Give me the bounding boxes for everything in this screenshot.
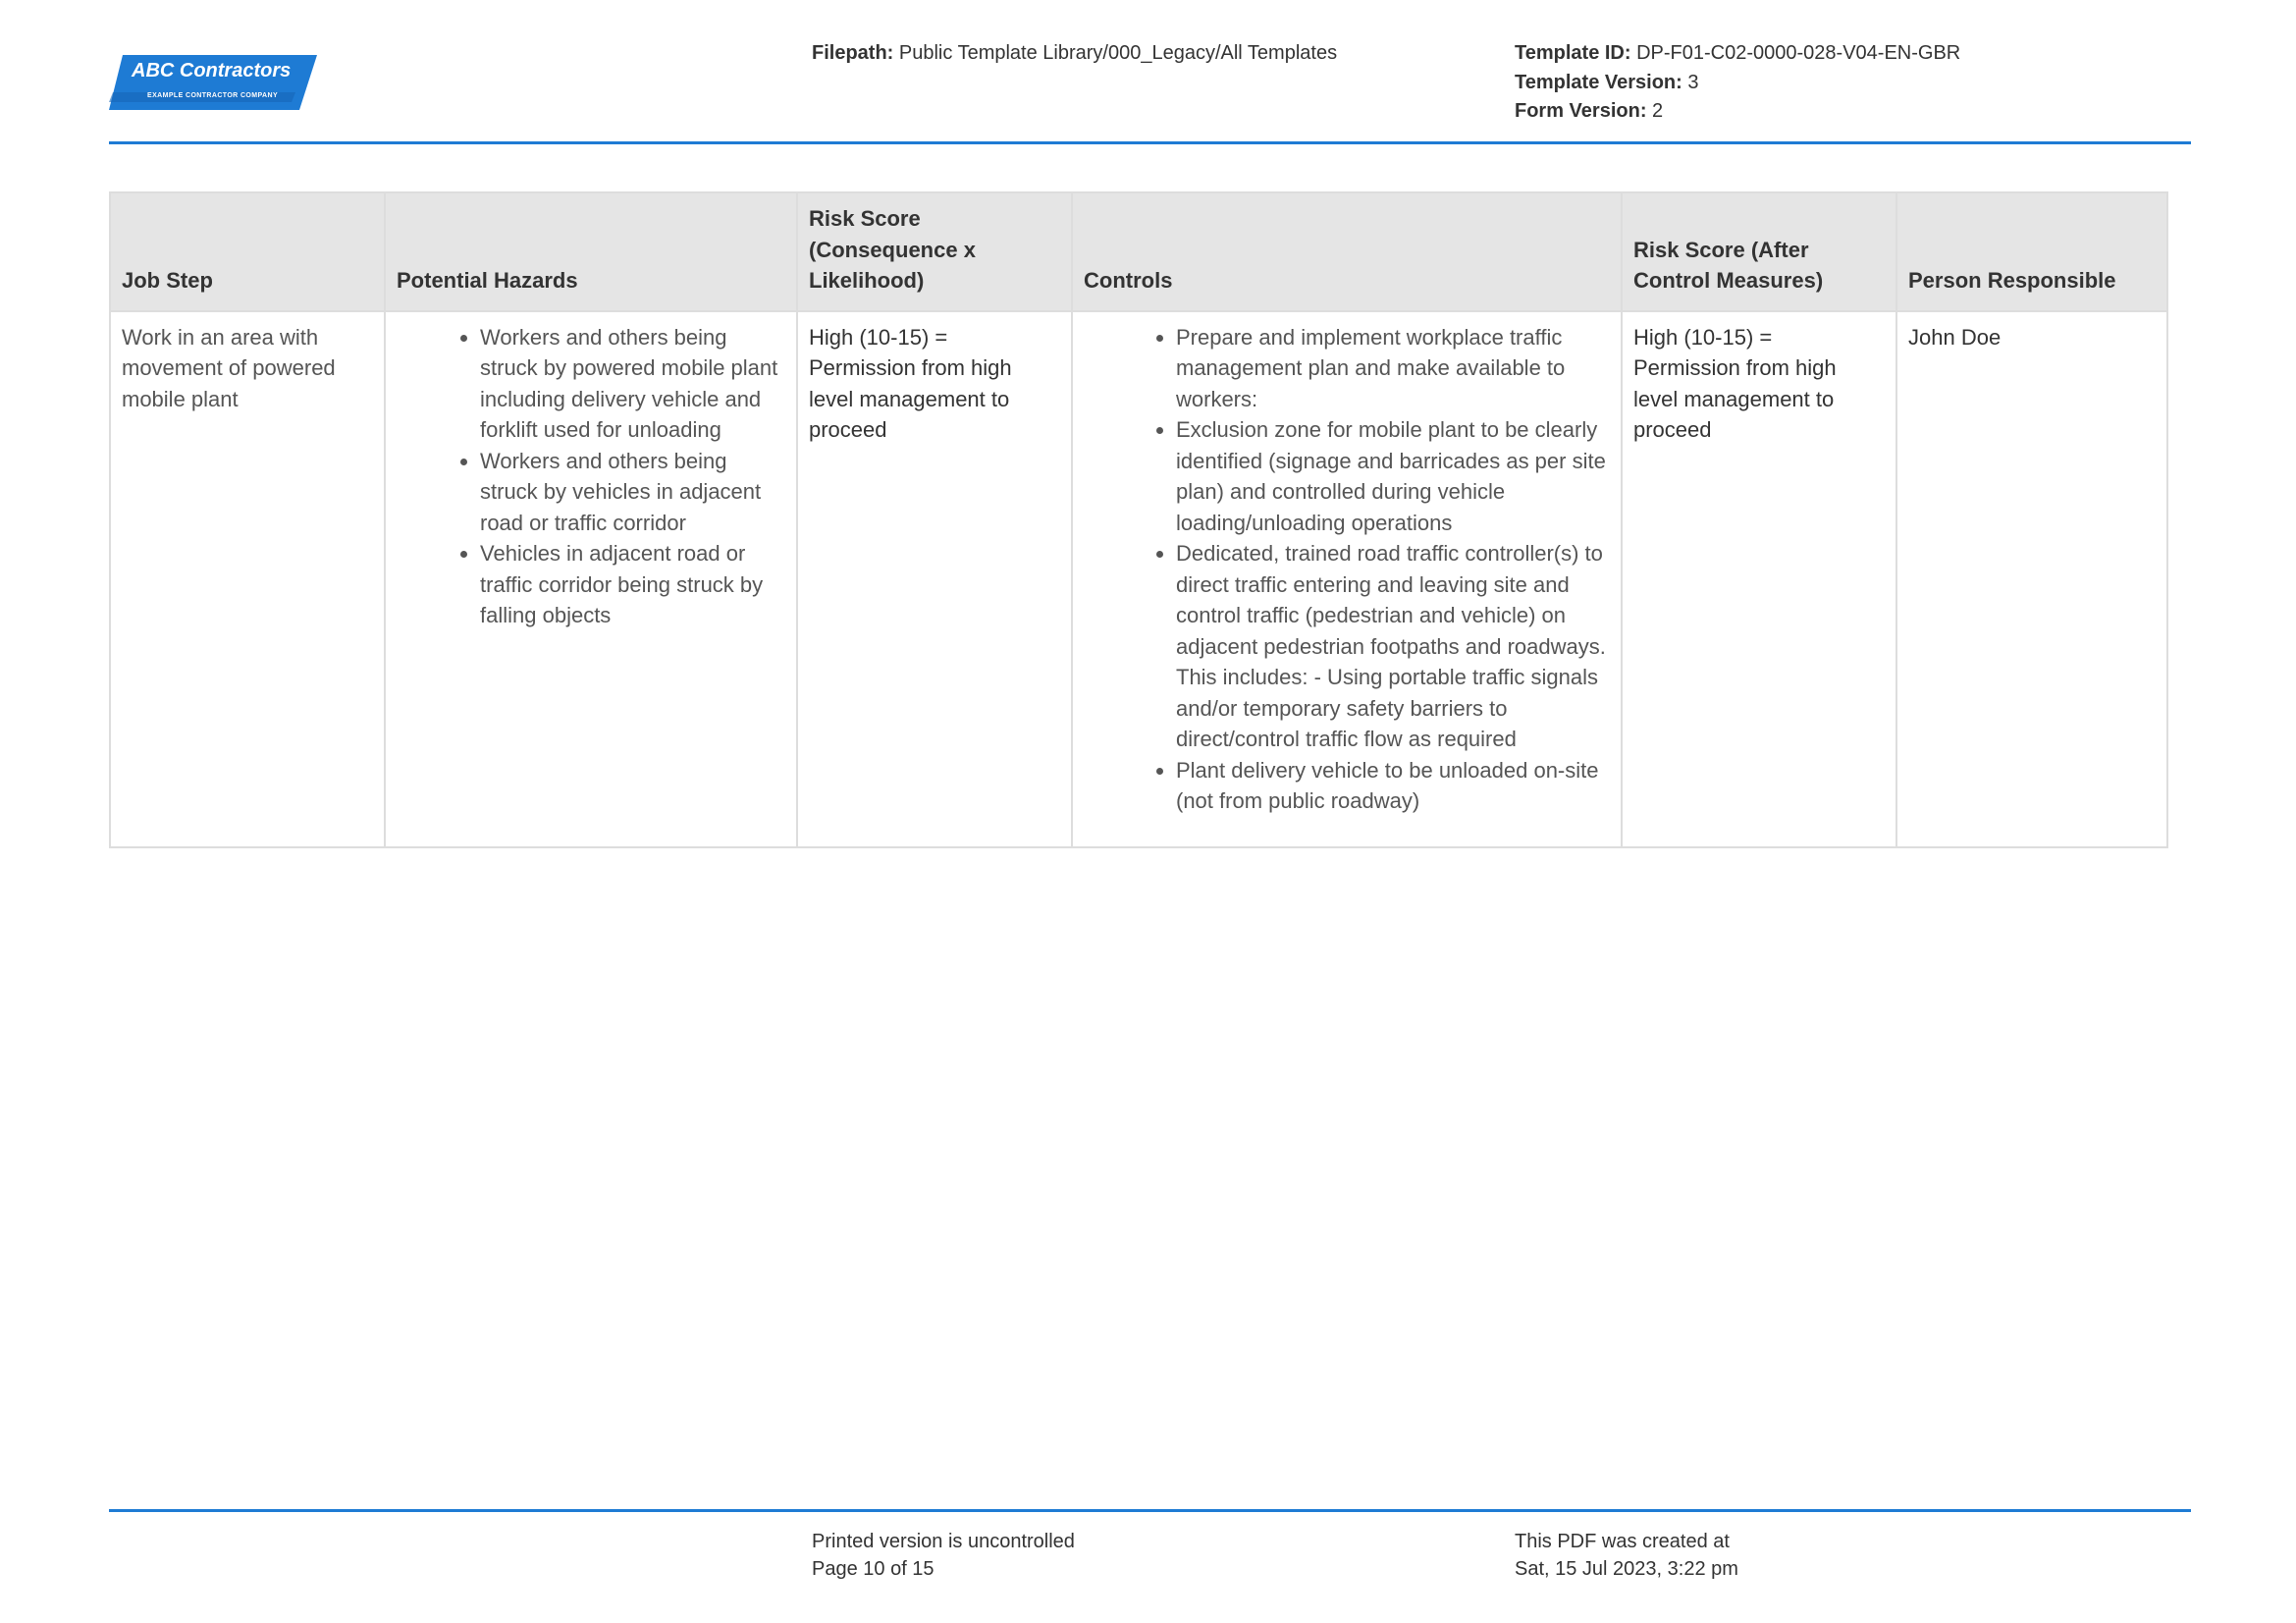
header-controls: Controls (1072, 192, 1622, 311)
control-item: • Exclusion zone for mobile plant to be clearly identified (signage and barricades as per site plan) and controlled during vehicle loading/unloading operations (1176, 414, 1610, 538)
risk-assessment-table (109, 191, 2168, 848)
header-person-responsible: Person Responsible (1896, 192, 2167, 311)
header-job-step: Job Step (110, 192, 385, 311)
filepath-value: Public Template Library/000_Legacy/All Templates (898, 42, 1338, 64)
header-divider (109, 141, 2191, 144)
footer-created-label: This PDF was created at (1515, 1531, 1730, 1552)
footer-divider (109, 1509, 2191, 1512)
controls-list (1084, 322, 1610, 817)
form-version (1515, 97, 1663, 125)
cell-job-step: Work in an area with movement of powered mobile plant (110, 311, 385, 847)
hazards-list (397, 322, 785, 631)
cell-person-responsible: John Doe (1896, 311, 2167, 847)
control-item: • Prepare and implement workplace traffic management plan and make available to workers: (1176, 322, 1610, 415)
template-version-value: 3 (1687, 72, 1699, 93)
table-header-row (110, 192, 2167, 311)
cell-risk-score: High (10-15) = Permission from high level management to proceed (797, 311, 1072, 847)
control-item: • Dedicated, trained road traffic controller(s) to direct traffic entering and leaving site and control traffic (pedestrian and vehicle) on adjacent pedestrian footpaths and roadways. This includes: - Using portable traffic signals and/or temporary safety barriers to direct/control traffic flow as required (1176, 538, 1610, 755)
template-version-label: Template Version: (1515, 72, 1682, 93)
cell-potential-hazards (385, 311, 797, 847)
filepath (812, 39, 1337, 67)
filepath-label: Filepath: (812, 42, 894, 64)
template-id (1515, 39, 1960, 67)
control-item: • Plant delivery vehicle to be unloaded on-site (not from public roadway) (1176, 755, 1610, 817)
footer-created-date: Sat, 15 Jul 2023, 3:22 pm (1515, 1558, 1738, 1580)
logo-tagline: EXAMPLE CONTRACTOR COMPANY (147, 92, 279, 99)
template-id-label: Template ID: (1515, 42, 1631, 64)
header-risk-score-after: Risk Score (After Control Measures) (1622, 192, 1896, 311)
cell-controls (1072, 311, 1622, 847)
logo-company-name: ABC Contractors (132, 60, 292, 81)
hazard-item: • Vehicles in adjacent road or traffic corridor being struck by falling objects (480, 538, 785, 631)
hazard-item: • Workers and others being struck by vehicles in adjacent road or traffic corridor (480, 446, 785, 539)
template-id-value: DP-F01-C02-0000-028-V04-EN-GBR (1636, 42, 1961, 64)
cell-risk-score-after: High (10-15) = Permission from high level management to proceed (1622, 311, 1896, 847)
header-risk-score: Risk Score (Consequence x Likelihood) (797, 192, 1072, 311)
form-version-value: 2 (1652, 100, 1664, 122)
header-potential-hazards: Potential Hazards (385, 192, 797, 311)
template-version (1515, 69, 1698, 96)
footer-uncontrolled-notice: Printed version is uncontrolled (812, 1531, 1075, 1552)
footer-page-number: Page 10 of 15 (812, 1558, 934, 1580)
page-header (0, 0, 2296, 145)
hazard-item: • Workers and others being struck by powered mobile plant including delivery vehicle and forklift used for unloading (480, 322, 785, 446)
table-row (110, 311, 2167, 847)
form-version-label: Form Version: (1515, 100, 1647, 122)
